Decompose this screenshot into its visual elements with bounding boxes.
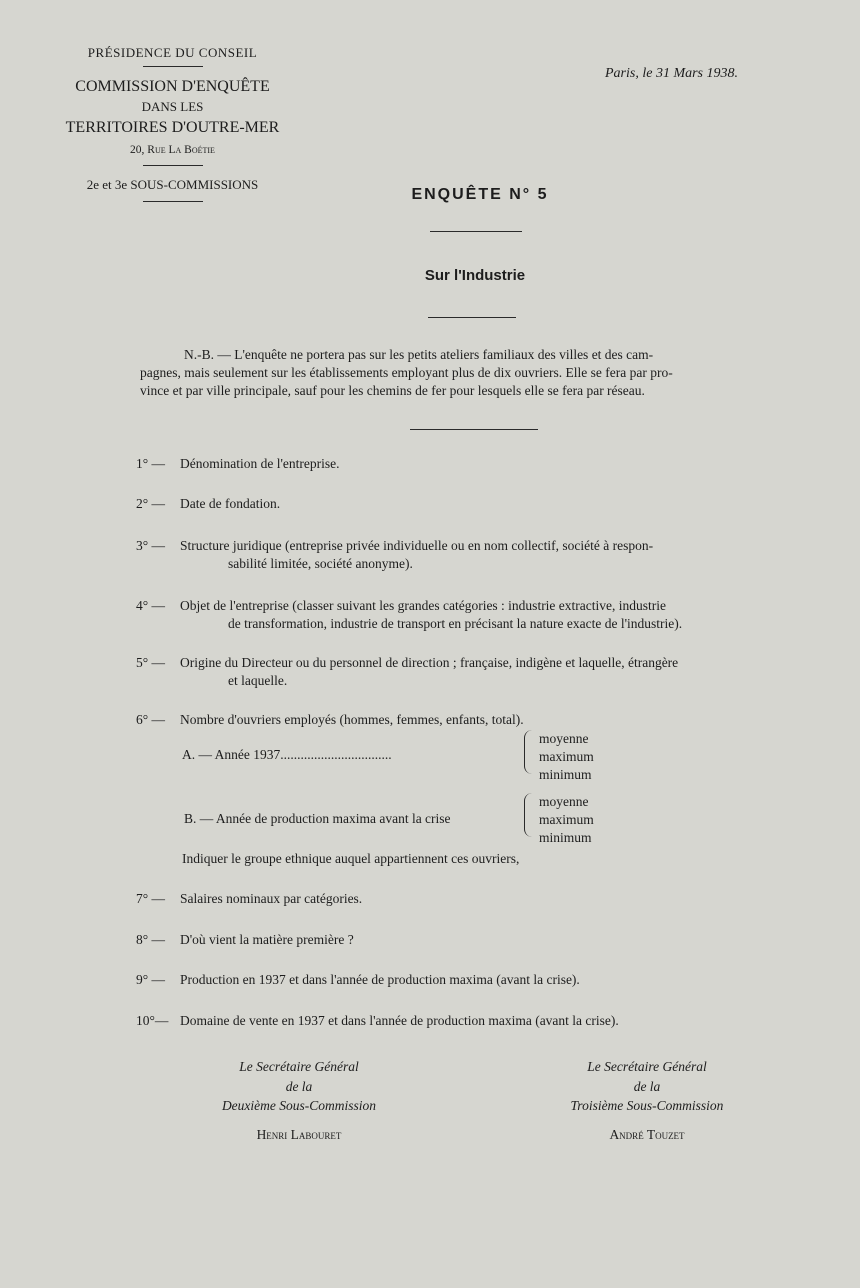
option-moyenne: moyenne [539, 794, 589, 809]
note-divider [410, 429, 538, 430]
option-maximum: maximum [539, 812, 594, 827]
signatory-role: Deuxième Sous-Commission [221, 1098, 377, 1113]
item-number: 4° — [136, 598, 166, 613]
option-minimum: minimum [539, 830, 592, 845]
question-item [136, 971, 806, 989]
item-number: 2° — [136, 496, 166, 511]
item-text: Nombre d'ouvriers employés (hommes, femmes, enfants, total). [180, 712, 524, 727]
item-number: 7° — [136, 891, 166, 906]
options-b [539, 793, 594, 847]
options-a [539, 730, 594, 784]
question-item [136, 931, 806, 949]
commission-line: COMMISSION D'ENQUÊTE [75, 78, 270, 95]
item-text: Origine du Directeur ou du personnel de direction ; française, indigène et laquelle, étrangère [180, 655, 679, 670]
question-item [136, 455, 806, 473]
item-number: 1° — [136, 456, 166, 471]
note-line: vince et par ville principale, sauf pour les chemins de fer pour lesquels elle se fera par réseau. [140, 383, 645, 398]
item-text: Dénomination de l'entreprise. [180, 456, 340, 471]
signatory-role: de la [633, 1078, 661, 1094]
option-minimum: minimum [539, 767, 592, 782]
item-continuation: sabilité limitée, société anonyme). [228, 556, 413, 571]
item-number: 10°— [136, 1013, 169, 1028]
question-item [136, 495, 806, 513]
option-maximum: maximum [539, 749, 594, 764]
signatory-role: Troisième Sous-Commission [570, 1098, 724, 1113]
ethnic-group-instruction: Indiquer le groupe ethnique auquel appartiennent ces ouvriers, [182, 851, 520, 866]
item-number: 9° — [136, 972, 166, 987]
item-number: 8° — [136, 932, 166, 947]
signatory-name: Henri Labouret [256, 1126, 342, 1142]
question-item [136, 890, 806, 908]
question-item [136, 537, 806, 571]
signatory-role: de la [285, 1078, 313, 1094]
territories-line: TERRITOIRES D'OUTRE-MER [65, 119, 280, 136]
presidency-line: PRÉSIDENCE DU CONSEIL [87, 45, 258, 60]
item-text: Production en 1937 et dans l'année de production maxima (avant la crise). [180, 972, 580, 987]
signature-right [522, 1057, 772, 1144]
title-divider [430, 231, 522, 232]
document-date: Paris, le 31 Mars 1938. [605, 66, 738, 81]
issuer-header [50, 44, 295, 202]
item-text: Objet de l'entreprise (classer suivant les grandes catégories : industrie extractive, industrie [180, 598, 667, 613]
subcommissions-line: 2e et 3e SOUS-COMMISSIONS [86, 177, 259, 192]
note-line: N.-B. — L'enquête ne portera pas sur les petits ateliers familiaux des villes et des cam- [184, 347, 654, 362]
option-moyenne: moyenne [539, 731, 589, 746]
note-paragraph [140, 346, 810, 400]
item-text: Domaine de vente en 1937 et dans l'année de production maxima (avant la crise). [180, 1013, 619, 1028]
question-item [136, 597, 806, 631]
year-1937-label: A. — Année 1937................................. [182, 747, 392, 762]
header-divider [143, 66, 203, 67]
question-item [136, 654, 806, 688]
item-text: Date de fondation. [180, 496, 281, 511]
question-item [136, 711, 806, 729]
note-line: pagnes, mais seulement sur les établissements employant plus de dix ouvriers. Elle se fera par pro- [140, 365, 673, 380]
signature-left [174, 1057, 424, 1144]
question-item [136, 1012, 806, 1030]
page-title: ENQUÊTE N° 5 [411, 186, 549, 203]
subtitle-divider [428, 317, 516, 318]
item-continuation: et laquelle. [228, 673, 288, 688]
item-number: 5° — [136, 655, 166, 670]
item-number: 6° — [136, 712, 166, 727]
signatory-role: Le Secrétaire Général [239, 1059, 359, 1074]
max-production-year-label: B. — Année de production maxima avant la crise [184, 811, 451, 826]
signatory-role: Le Secrétaire Général [587, 1059, 707, 1074]
brace-b [524, 793, 533, 837]
item-text: D'où vient la matière première ? [180, 932, 354, 947]
header-divider [143, 165, 203, 166]
address-line: 20, Rue La Boétie [130, 144, 215, 156]
item-number: 3° — [136, 538, 166, 553]
page-subtitle: Sur l'Industrie [424, 267, 526, 284]
signatory-name: André Touzet [609, 1126, 685, 1142]
dans-les-line: DANS LES [141, 99, 204, 114]
item-text: Salaires nominaux par catégories. [180, 891, 363, 906]
item-text: Structure juridique (entreprise privée individuelle ou en nom collectif, société à respon- [180, 538, 654, 553]
brace-a [524, 730, 533, 774]
header-divider [143, 201, 203, 202]
item-continuation: de transformation, industrie de transport en précisant la nature exacte de l'industrie). [228, 616, 683, 631]
